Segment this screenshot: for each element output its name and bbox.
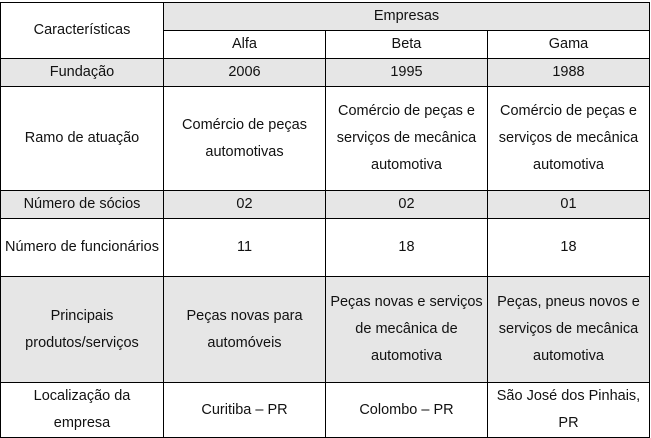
table-row [1, 191, 650, 219]
table-cell: Peças novas e serviços de mecânica de automotiva [325, 277, 487, 383]
table-cell: 02 [325, 191, 487, 219]
row-label: Fundação [1, 59, 164, 87]
table-row [1, 87, 650, 191]
table-cell: Comércio de peças e serviços de mecânica automotiva [325, 87, 487, 191]
table-cell: 11 [164, 219, 326, 277]
table-cell: 01 [487, 191, 649, 219]
table-cell: Peças, pneus novos e serviços de mecânica automotiva [487, 277, 649, 383]
table-cell: Peças novas para automóveis [164, 277, 326, 383]
table-row [1, 277, 650, 383]
table-row [1, 383, 650, 438]
table-cell: 18 [487, 219, 649, 277]
row-label: Principais produtos/serviços [1, 277, 164, 383]
table-cell: 18 [325, 219, 487, 277]
companies-header: Empresas [164, 3, 650, 31]
table-cell: Comércio de peças automotivas [164, 87, 326, 191]
companies-comparison-table [0, 2, 650, 438]
table-header-row [1, 3, 650, 31]
characteristics-header: Características [1, 3, 164, 59]
table-cell: São José dos Pinhais, PR [487, 383, 649, 438]
row-label: Número de sócios [1, 191, 164, 219]
company-name-beta: Beta [325, 31, 487, 59]
table-cell: 1995 [325, 59, 487, 87]
table-cell: 02 [164, 191, 326, 219]
row-label: Ramo de atuação [1, 87, 164, 191]
row-label: Localização da empresa [1, 383, 164, 438]
table-row [1, 59, 650, 87]
table-cell: Colombo – PR [325, 383, 487, 438]
table-cell: Comércio de peças e serviços de mecânica automotiva [487, 87, 649, 191]
company-name-gama: Gama [487, 31, 649, 59]
table-cell: 1988 [487, 59, 649, 87]
row-label: Número de funcionários [1, 219, 164, 277]
table-row [1, 219, 650, 277]
table-cell: 2006 [164, 59, 326, 87]
table-cell: Curitiba – PR [164, 383, 326, 438]
company-name-alfa: Alfa [164, 31, 326, 59]
